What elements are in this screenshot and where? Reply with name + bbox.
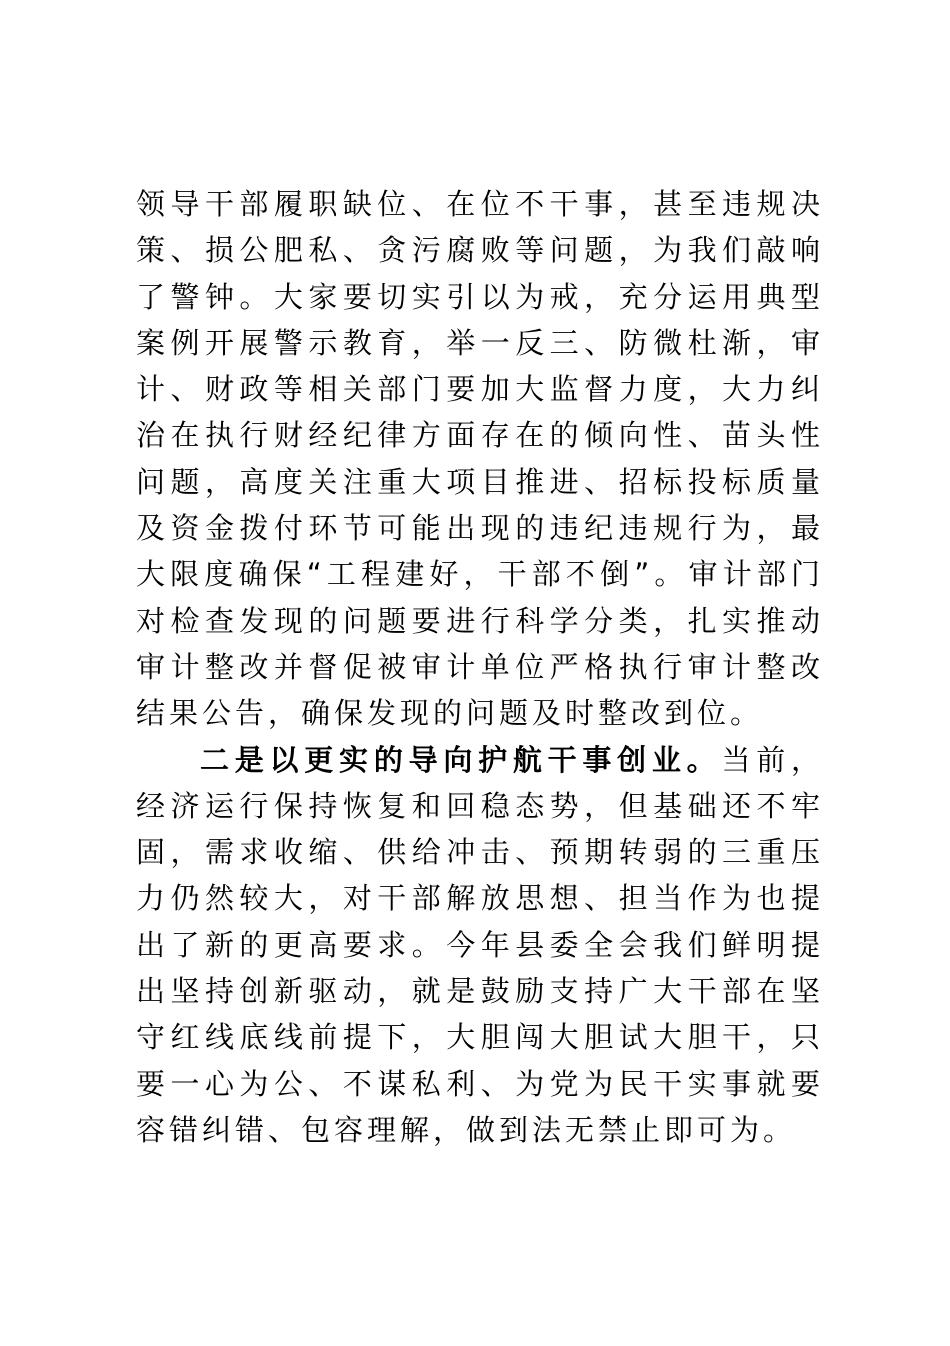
text-line: 治在执行财经纪律方面存在的倾向性、苗头性 xyxy=(136,418,820,453)
text-line: 对检查发现的问题要进行科学分类，扎实推动 xyxy=(136,603,820,638)
text-line: 审计整改并督促被审计单位严格执行审计整改 xyxy=(136,649,820,684)
text-line: 容错纠错、包容理解，做到法无禁止即可为。 xyxy=(136,1112,797,1147)
text-line: 领导干部履职缺位、在位不干事，甚至违规决 xyxy=(136,187,820,221)
paragraph-1 xyxy=(136,181,820,737)
text-line: 要一心为公、不谋私利、为党为民干实事就要 xyxy=(136,1066,820,1101)
text-line: 出坚持创新驱动，就是鼓励支持广大干部在坚 xyxy=(136,974,820,1009)
paragraph-2 xyxy=(136,737,820,1154)
text-line: 固，需求收缩、供给冲击、预期转弱的三重压 xyxy=(136,835,820,870)
paragraph-2-first-line xyxy=(136,737,820,783)
text-line: 出了新的更高要求。今年县委全会我们鲜明提 xyxy=(136,927,820,962)
text-line: 大限度确保“工程建好，干部不倒”。审计部门 xyxy=(136,557,820,592)
text-line: 及资金拨付环节可能出现的违纪违规行为，最 xyxy=(136,511,820,546)
text-line: 守红线底线前提下，大胆闯大胆试大胆干，只 xyxy=(136,1020,820,1055)
heading-line-rest: 当前， xyxy=(721,742,820,777)
paragraph-heading: 二是以更实的导向护航干事创业。 xyxy=(200,742,722,777)
text-line: 结果公告，确保发现的问题及时整改到位。 xyxy=(136,696,764,731)
text-line: 问题，高度关注重大项目推进、招标投标质量 xyxy=(136,464,820,499)
text-line: 计、财政等相关部门要加大监督力度，大力纠 xyxy=(136,372,820,407)
text-line: 经济运行保持恢复和回稳态势，但基础还不牢 xyxy=(136,788,820,823)
text-line: 案例开展警示教育，举一反三、防微杜渐，审 xyxy=(136,325,820,360)
text-line: 力仍然较大，对干部解放思想、担当作为也提 xyxy=(136,881,820,916)
text-line: 策、损公肥私、贪污腐败等问题，为我们敲响 xyxy=(136,233,820,268)
text-line: 了警钟。大家要切实引以为戒，充分运用典型 xyxy=(136,279,820,314)
document-body xyxy=(136,181,820,1153)
